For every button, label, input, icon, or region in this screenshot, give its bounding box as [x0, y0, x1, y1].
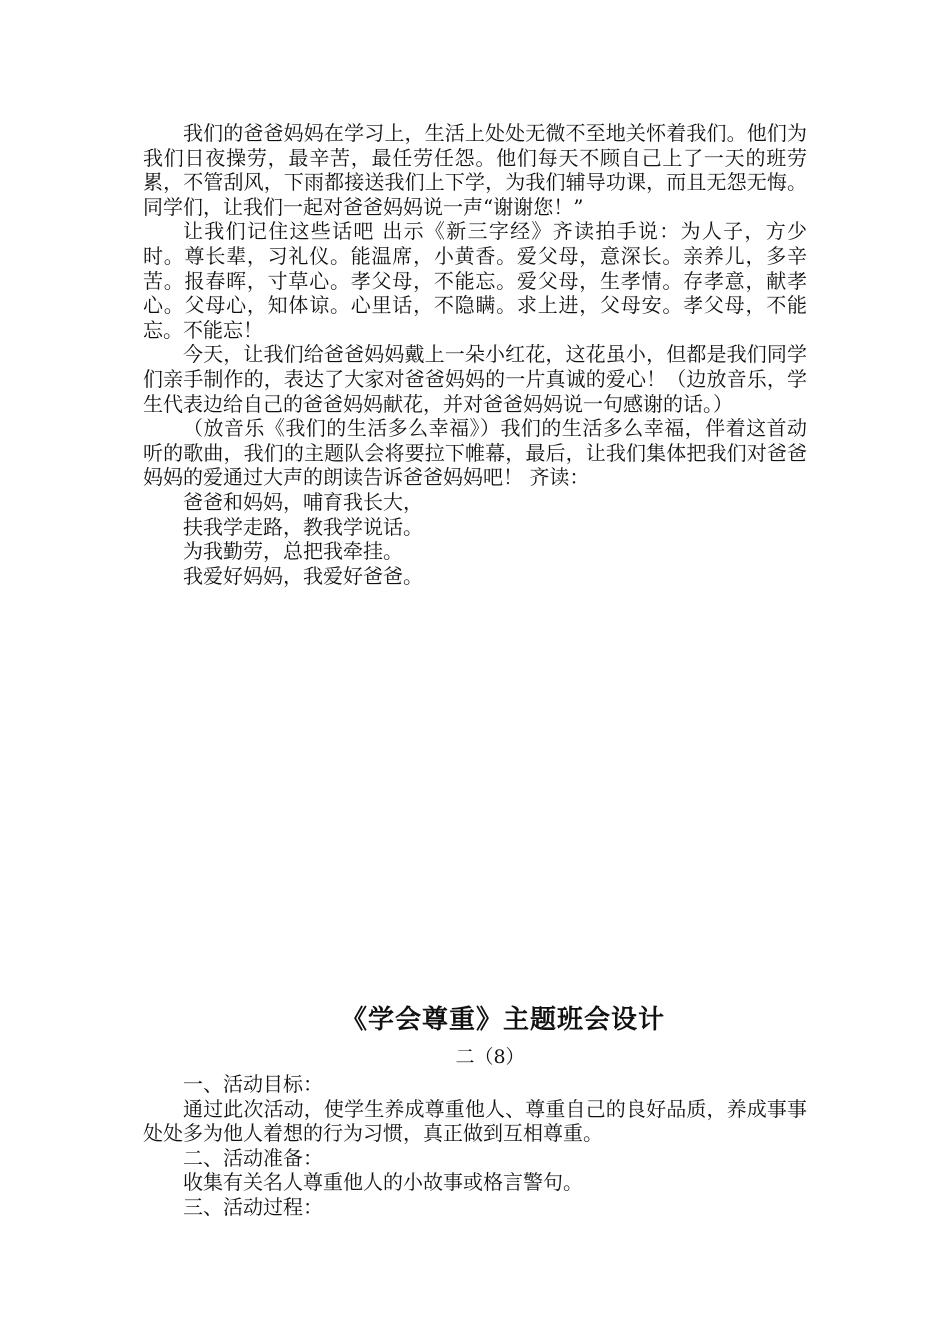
paragraph-activity-goal: 通过此次活动，使学生养成尊重他人、尊重自己的良好品质，养成事事处处多为他人着想的行为习惯，真正做到互相尊重。	[143, 1096, 807, 1146]
page-1-body	[143, 121, 807, 588]
paragraph-red-flower: 今天，让我们给爸爸妈妈戴上一朵小红花，这花虽小，但都是我们同学们亲手制作的，表达了大家对爸爸妈妈的一片真诚的爱心！（边放音乐，学生代表边给自己的爸爸妈妈献花，并对爸爸妈妈说一句感谢的话。）	[143, 342, 807, 416]
class-subtitle: 二（8）	[455, 1046, 525, 1068]
paragraph-parents-care: 我们的爸爸妈妈在学习上，生活上处处无微不至地关怀着我们。他们为我们日夜操劳，最辛苦，最任劳任怨。他们每天不顾自己上了一天的班劳累，不管刮风，下雨都接送我们上下学，为我们辅导功课，而且无怨无悔。同学们，让我们一起对爸爸妈妈说一声“谢谢您！”	[143, 121, 807, 219]
poem-line-2: 扶我学走路，教我学说话。	[183, 514, 423, 539]
heading-activity-process: 三、活动过程：	[183, 1194, 323, 1219]
poem-line-1: 爸爸和妈妈，哺育我长大，	[183, 489, 423, 514]
paragraph-three-character-classic: 让我们记住这些话吧 出示《新三字经》齐读拍手说：为人子，方少时。尊长辈，习礼仪。能温席，小黄香。爱父母，意深长。亲养儿，多辛苦。报春晖，寸草心。孝父母，不能忘。爱父母，生孝情。存孝意，献孝心。父母心，知体谅。心里话，不隐瞒。求上进，父母安。孝父母，不能忘。不能忘！	[143, 219, 807, 342]
poem-line-4: 我爱好妈妈，我爱好爸爸。	[183, 563, 423, 588]
paragraph-closing-song: （放音乐《我们的生活多么幸福》）我们的生活多么幸福，伴着这首动听的歌曲，我们的主题队会将要拉下帷幕，最后，让我们集体把我们对爸爸妈妈的爱通过大声的朗读告诉爸爸妈妈吧！ 齐读：	[143, 416, 807, 490]
page-title: 《学会尊重》主题班会设计	[340, 1005, 665, 1035]
page-2-body	[143, 1072, 807, 1220]
paragraph-activity-prep: 收集有关名人尊重他人的小故事或格言警句。	[183, 1170, 583, 1195]
heading-activity-goal: 一、活动目标：	[183, 1072, 323, 1096]
heading-activity-prep: 二、活动准备：	[183, 1145, 323, 1170]
poem-line-3: 为我勤劳，总把我牵挂。	[183, 539, 403, 564]
